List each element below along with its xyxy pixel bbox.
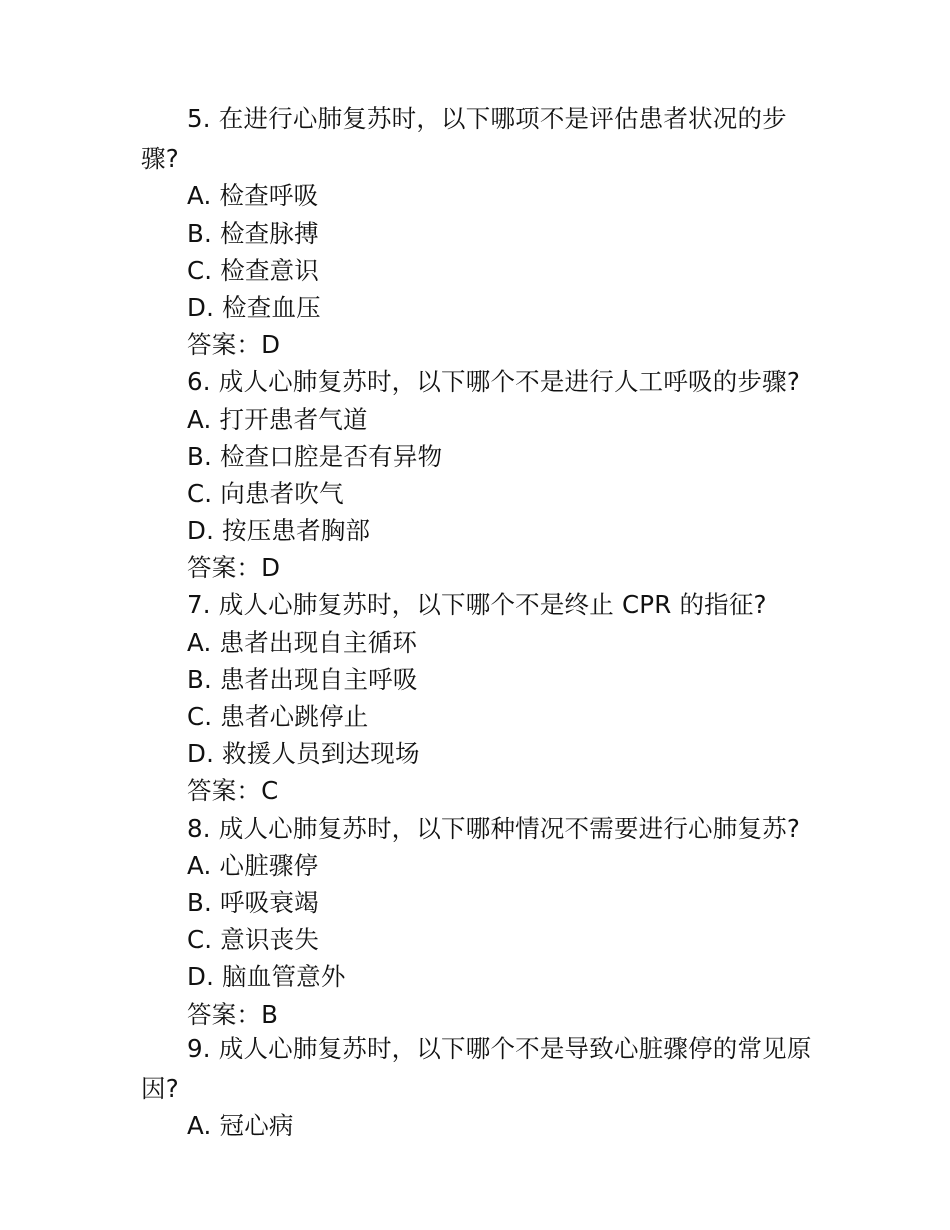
question-7-option-c: C. 患者心跳停止 [187,702,369,731]
question-7-option-d: D. 救援人员到达现场 [187,739,420,769]
question-5-option-c: C. 检查意识 [187,255,320,285]
question-5 [141,103,821,177]
question-6-option-c: C. 向患者吹气 [187,478,344,508]
question-9-text-line1: 9. 成人心肺复苏时，以下哪个不是导致心脏骤停的常见原 [187,1033,812,1063]
question-6-answer: 答案：D [187,553,281,583]
question-8-answer: 答案：B [187,999,279,1029]
question-5-option-b: B. 检查脉搏 [187,218,319,248]
question-9-text-line2: 因? [141,1073,179,1103]
question-5-option-d: D. 检查血压 [187,292,321,322]
question-6-text: 6. 成人心肺复苏时，以下哪个不是进行人工呼吸的步骤? [187,367,801,397]
question-7-text: 7. 成人心肺复苏时，以下哪个不是终止 CPR 的指征? [187,590,767,620]
question-6-option-b: B. 检查口腔是否有异物 [187,441,443,471]
question-8-option-c: C. 意识丧失 [187,925,320,955]
question-7-answer: 答案：C [187,776,279,806]
question-list [141,103,821,1144]
question-6-option-d: D. 按压患者胸部 [187,516,371,546]
question-9-option-a: A. 冠心病 [187,1111,294,1141]
question-5-answer: 答案：D [187,330,281,360]
question-5-text-line1: 5. 在进行心肺复苏时，以下哪项不是评估患者状况的步 [187,104,787,133]
question-8-option-a: A. 心脏骤停 [187,850,319,880]
question-7-option-b: B. 患者出现自主呼吸 [187,664,418,694]
question-7-option-a: A. 患者出现自主循环 [187,627,418,657]
question-8-option-b: B. 呼吸衰竭 [187,887,319,917]
question-5-text-line2: 骤? [141,144,179,174]
question-5-option-a: A. 检查呼吸 [187,181,319,211]
question-6-option-a: A. 打开患者气道 [187,404,368,434]
question-9 [141,1033,821,1107]
question-8-option-d: D. 脑血管意外 [187,962,346,992]
question-8-text: 8. 成人心肺复苏时，以下哪种情况不需要进行心肺复苏? [187,813,801,843]
